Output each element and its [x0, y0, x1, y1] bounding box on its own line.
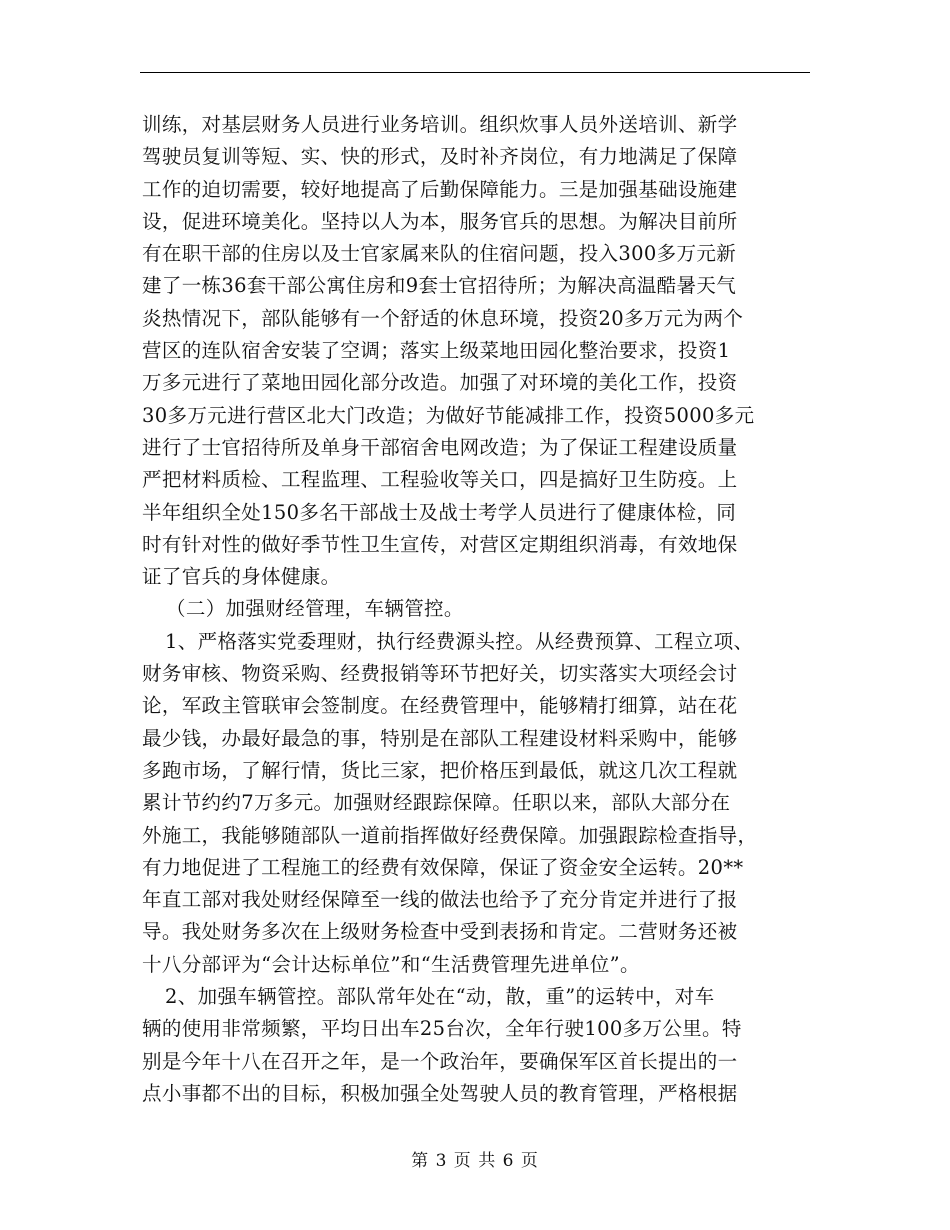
text-line: 严把材料质检、工程监理、工程验收等关口，四是搞好卫生防疫。上: [142, 468, 738, 492]
text-line: 有力地促进了工程施工的经费有效保障，保证了资金安全运转。20**: [142, 855, 744, 879]
text-line: 训练，对基层财务人员进行业务培训。组织炊事人员外送培训、新学: [142, 113, 738, 136]
text-line: 外施工，我能够随部队一道前指挥做好经费保障。加强跟踪检查指导，: [142, 823, 758, 847]
section-heading: （二）加强财经管理，车辆管控。: [166, 597, 464, 621]
text-line: 营区的连队宿舍安装了空调；落实上级菜地田园化整治要求，投资1: [142, 339, 731, 363]
text-line: 时有针对性的做好季节性卫生宣传，对营区定期组织消毒，有效地保: [142, 532, 738, 556]
text-line: 点小事都不出的目标，积极加强全处驾驶人员的教育管理，严格根据: [142, 1081, 738, 1105]
text-line: 十八分部评为“会计达标单位”和“生活费管理先进单位”。: [142, 952, 640, 976]
text-line: 设，促进环境美化。坚持以人为本，服务官兵的思想。为解决目前所: [142, 209, 738, 233]
text-line: 半年组织全处150多名干部战士及战士考学人员进行了健康体检，同: [142, 500, 737, 524]
text-line: 30多万元进行营区北大门改造；为做好节能减排工作，投资5000多元: [142, 403, 755, 427]
text-line: 有在职干部的住房以及士官家属来队的住宿问题，投入300多万元新: [142, 242, 737, 266]
text-line: 多跑市场，了解行情，货比三家，把价格压到最低，就这几次工程就: [142, 758, 738, 782]
text-line: 证了官兵的身体健康。: [142, 565, 341, 589]
text-line: 炎热情况下，部队能够有一个舒适的休息环境，投资20多万元为两个: [142, 306, 744, 330]
text-line: 万多元进行了菜地田园化部分改造。加强了对环境的美化工作，投资: [142, 371, 738, 395]
text-line: 辆的使用非常频繁，平均日出车25台次，全年行驶100多万公里。特: [142, 1017, 742, 1041]
text-line: 1、严格落实党委理财，执行经费源头控。从经费预算、工程立项、: [165, 629, 754, 653]
text-line: 累计节约约7万多元。加强财经跟踪保障。任职以来，部队大部分在: [142, 791, 731, 815]
text-line: 财务审核、物资采购、经费报销等环节把好关，切实落实大项经会讨: [142, 662, 738, 686]
text-line: 驾驶员复训等短、实、快的形式，及时补齐岗位，有力地满足了保障: [142, 145, 738, 169]
text-line: 进行了士官招待所及单身干部宿舍电网改造；为了保证工程建设质量: [142, 435, 738, 459]
text-line: 年直工部对我处财经保障至一线的做法也给予了充分肯定并进行了报: [142, 888, 738, 912]
text-line: 导。我处财务多次在上级财务检查中受到表扬和肯定。二营财务还被: [142, 920, 738, 944]
text-line: 建了一栋36套干部公寓住房和9套士官招待所；为解决高温酷暑天气: [142, 274, 737, 298]
text-line: 最少钱，办最好最急的事，特别是在部队工程建设材料采购中，能够: [142, 726, 738, 750]
header-rule: [140, 72, 810, 73]
text-line: 工作的迫切需要，较好地提高了后勤保障能力。三是加强基础设施建: [142, 177, 738, 201]
document-body: [142, 109, 832, 1110]
page-number: 第 3 页 共 6 页: [411, 1151, 539, 1171]
text-line: 论，军政主管联审会签制度。在经费管理中，能够精打细算，站在花: [142, 694, 738, 718]
text-line: 2、加强车辆管控。部队常年处在“动，散，重”的运转中，对车: [165, 985, 715, 1009]
text-line: 别是今年十八在召开之年，是一个政治年，要确保军区首长提出的一: [142, 1049, 738, 1073]
